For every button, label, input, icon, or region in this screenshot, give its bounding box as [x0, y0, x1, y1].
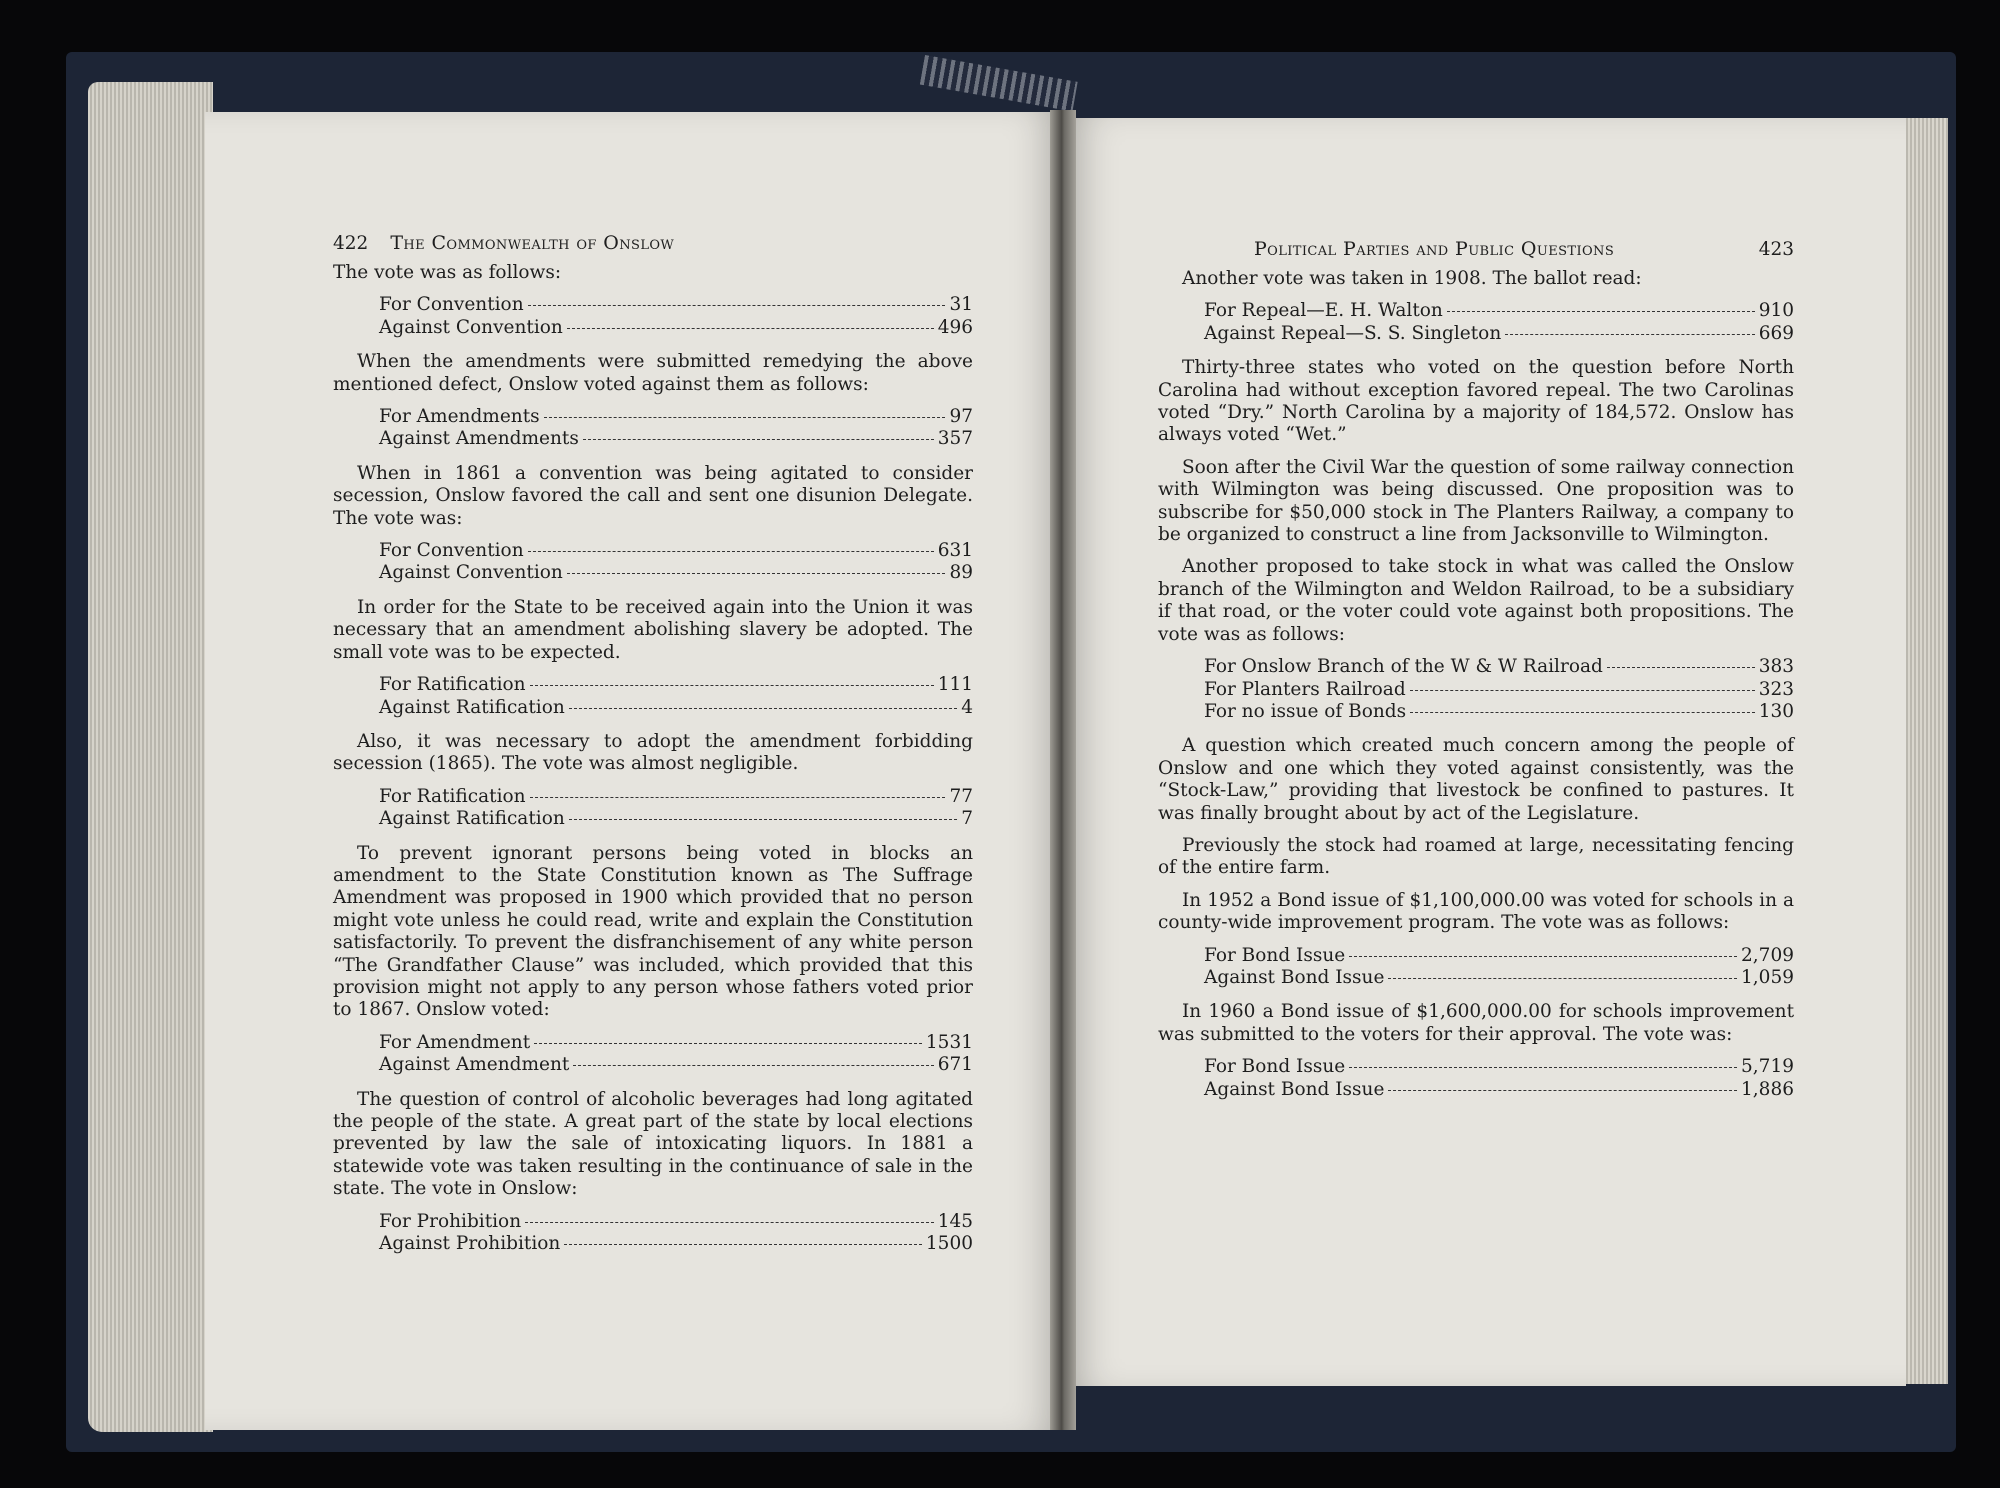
tally-label: For Planters Railroad — [1204, 678, 1406, 700]
tally-label: Against Convention — [379, 562, 563, 584]
tally-value: 383 — [1758, 656, 1794, 678]
dot-leader — [1349, 956, 1737, 957]
vote-tally — [1204, 945, 1794, 990]
tally-value: 89 — [949, 562, 973, 584]
page-edges-left — [88, 82, 213, 1432]
tally-row — [1204, 1056, 1794, 1078]
tally-label: For Bond Issue — [1204, 944, 1346, 966]
tally-value: 97 — [949, 406, 973, 428]
tally-label: For Prohibition — [379, 1210, 522, 1232]
tally-label: Against Amendments — [379, 428, 579, 450]
tally-value: 323 — [1758, 678, 1794, 700]
paragraph: In order for the State to be received again into the Union it was necessary that an amendment abolishing slavery be adopted. The small vote was to be expected. — [333, 596, 973, 663]
dot-leader — [564, 1244, 922, 1245]
dot-leader — [534, 1043, 922, 1044]
dot-leader — [569, 708, 957, 709]
tally-row — [379, 1054, 973, 1076]
tally-value: 130 — [1758, 700, 1794, 722]
tally-label: For Ratification — [379, 785, 526, 807]
paragraph: To prevent ignorant persons being voted in blocks an amendment to the State Constitution known as The Suffrage Amendment was proposed in 1900 which provided that no person might vote unless he could read, write and explain the Constitution satisfactorily. To prevent the disfranchisement of any white person “The Grandfather Clause” was included, which provided that this provision might not apply to any person whose fathers voted prior to 1867. Onslow voted: — [333, 842, 973, 1021]
paragraph: Also, it was necessary to adopt the amendment forbidding secession (1865). The vote was almost negligible. — [333, 730, 973, 775]
tally-value: 669 — [1758, 322, 1794, 344]
tally-value: 145 — [937, 1210, 973, 1232]
paragraph: A question which created much concern among the people of Onslow and one which they voted against consistently, was the “Stock-Law,” providing that livestock be confined to pastures. It was finally brought about by act of the Legislature. — [1158, 735, 1794, 824]
vote-tally — [379, 540, 973, 585]
page-number: 423 — [1758, 239, 1794, 260]
left-page-text — [333, 232, 973, 1267]
tally-row — [379, 697, 973, 719]
tally-row — [379, 562, 973, 584]
tally-label: For Ratification — [379, 674, 526, 696]
tally-label: For Repeal—E. H. Walton — [1204, 300, 1443, 322]
dot-leader — [544, 417, 946, 418]
tally-row — [1204, 701, 1794, 723]
paragraph: In 1952 a Bond issue of $1,100,000.00 was voted for schools in a county-wide improvement program. The vote was as follows: — [1158, 889, 1794, 934]
tally-label: Against Amendment — [379, 1054, 570, 1076]
vote-tally — [379, 1211, 973, 1256]
tally-label: For Bond Issue — [1204, 1056, 1346, 1078]
tally-label: Against Convention — [379, 316, 563, 338]
tally-label: Against Ratification — [379, 808, 565, 830]
tally-row — [379, 786, 973, 808]
paragraph: Soon after the Civil War the question of some railway connection with Wilmington was being discussed. One proposition was to subscribe for $50,000 stock in The Planters Railway, a company to be organized to construct a line from Jacksonville to Wilmington. — [1158, 456, 1794, 546]
dot-leader — [1607, 667, 1755, 668]
tally-row — [379, 406, 973, 428]
tally-label: Against Bond Issue — [1204, 966, 1385, 988]
tally-label: For no issue of Bonds — [1204, 700, 1407, 722]
tally-label: For Amendment — [379, 1031, 531, 1053]
paragraph: When the amendments were submitted remedying the above mentioned defect, Onslow voted against them as follows: — [333, 351, 973, 395]
right-page — [1068, 118, 1906, 1386]
right-page-header — [1158, 238, 1794, 268]
dot-leader — [583, 439, 934, 440]
dot-leader — [567, 573, 946, 574]
right-page-text — [1158, 238, 1794, 1113]
dot-leader — [569, 819, 957, 820]
tally-label: For Convention — [379, 294, 524, 316]
vote-tally — [1204, 656, 1794, 723]
tally-label: Against Bond Issue — [1204, 1078, 1385, 1100]
tally-row — [1204, 300, 1794, 322]
tally-row — [379, 674, 973, 696]
tally-value: 671 — [937, 1054, 973, 1076]
book-gutter — [1050, 110, 1076, 1430]
tally-value: 7 — [961, 808, 973, 830]
paragraph: Previously the stock had roamed at large, necessitating fencing of the entire farm. — [1158, 834, 1794, 879]
paragraph: Thirty-three states who voted on the question before North Carolina had without exception favored repeal. The two Carolinas voted “Dry.” North Carolina by a majority of 184,572. Onslow has always voted “Wet.” — [1158, 357, 1794, 446]
vote-tally — [1204, 1056, 1794, 1101]
dot-leader — [528, 551, 934, 552]
tally-label: Against Prohibition — [379, 1233, 561, 1255]
tally-row — [1204, 679, 1794, 701]
paragraph: Another vote was taken in 1908. The ballot read: — [1182, 268, 1642, 289]
running-head: Political Parties and Public Questions — [1254, 238, 1615, 260]
paragraph: Another proposed to take stock in what was called the Onslow branch of the Wilmington and Weldon Railroad, to be a subsidiary if that road, or the voter could vote against both propositions. The vote was as follows: — [1158, 556, 1794, 645]
dot-leader — [530, 797, 946, 798]
dot-leader — [528, 305, 946, 306]
tally-row — [379, 294, 973, 316]
tally-label: For Convention — [379, 540, 524, 562]
tally-value: 4 — [961, 696, 973, 718]
vote-tally — [379, 1032, 973, 1077]
tally-label: Against Ratification — [379, 696, 565, 718]
tally-value: 631 — [937, 540, 973, 562]
left-page-body — [333, 262, 973, 1255]
dot-leader — [525, 1222, 934, 1223]
page-edges-right — [1900, 118, 1948, 1384]
tally-label: For Onslow Branch of the W & W Railroad — [1204, 656, 1603, 678]
tally-value: 5,719 — [1741, 1056, 1794, 1078]
tally-row — [1204, 967, 1794, 989]
tally-row — [379, 428, 973, 450]
vote-tally — [379, 674, 973, 719]
paragraph: The vote was as follows: — [333, 262, 562, 283]
tally-value: 1,886 — [1741, 1078, 1794, 1100]
vote-tally — [379, 786, 973, 831]
dot-leader — [1410, 712, 1755, 713]
vote-tally — [1204, 300, 1794, 345]
tally-row — [379, 1211, 973, 1233]
paragraph: When in 1861 a convention was being agitated to consider secession, Onslow favored the call and sent one disunion Delegate. The vote was: — [333, 462, 973, 529]
paragraph: The question of control of alcoholic beverages had long agitated the people of the state. A great part of the state by local elections prevented by law the sale of intoxicating liquors. In 1881 a statewide vote was taken resulting in the continuance of sale in the state. The vote in Onslow: — [333, 1088, 973, 1200]
running-head: The Commonwealth of Onslow — [390, 232, 675, 254]
tally-value: 1,059 — [1741, 966, 1794, 988]
dot-leader — [573, 1065, 933, 1066]
dot-leader — [1388, 978, 1737, 979]
tally-row — [379, 808, 973, 830]
tally-value: 1531 — [925, 1031, 973, 1053]
tally-value: 496 — [937, 316, 973, 338]
tally-value: 77 — [949, 785, 973, 807]
tally-value: 111 — [937, 674, 973, 696]
tally-value: 31 — [949, 294, 973, 316]
tally-row — [1204, 323, 1794, 345]
tally-row — [1204, 1079, 1794, 1101]
tally-value: 2,709 — [1741, 944, 1794, 966]
tally-value: 357 — [937, 428, 973, 450]
tally-value: 1500 — [925, 1233, 973, 1255]
tally-row — [1204, 945, 1794, 967]
tally-label: Against Repeal—S. S. Singleton — [1204, 322, 1502, 344]
right-page-body — [1158, 268, 1794, 1101]
vote-tally — [379, 294, 973, 339]
tally-row — [379, 1032, 973, 1054]
tally-row — [1204, 656, 1794, 678]
tally-row — [379, 1233, 973, 1255]
dot-leader — [1505, 334, 1754, 335]
left-page-header — [333, 232, 973, 262]
dot-leader — [1447, 311, 1755, 312]
tally-row — [379, 317, 973, 339]
vote-tally — [379, 406, 973, 451]
tally-label: For Amendments — [379, 406, 540, 428]
left-page — [205, 112, 1060, 1430]
page-number: 422 — [333, 233, 369, 254]
dot-leader — [1349, 1067, 1737, 1068]
paragraph: In 1960 a Bond issue of $1,600,000.00 for schools improvement was submitted to the voters for their approval. The vote was: — [1158, 1001, 1794, 1045]
dot-leader — [1388, 1090, 1737, 1091]
dot-leader — [1410, 690, 1755, 691]
dot-leader — [567, 328, 934, 329]
dot-leader — [530, 685, 934, 686]
tally-row — [379, 540, 973, 562]
tally-value: 910 — [1758, 300, 1794, 322]
